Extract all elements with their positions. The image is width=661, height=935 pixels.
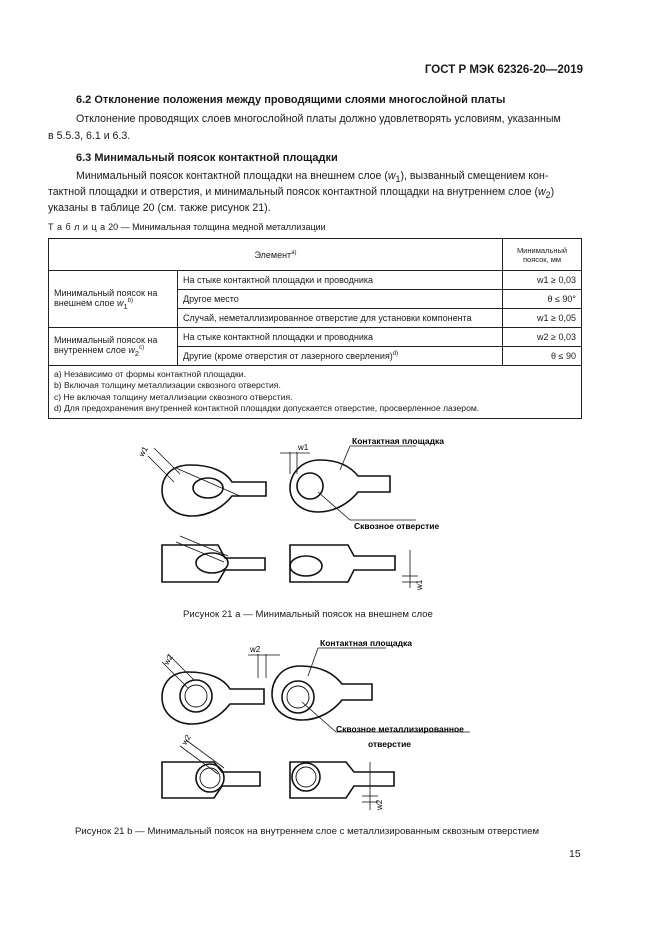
table-value-4: w2 ≥ 0,03 [503,328,582,347]
table-value-2: θ ≤ 90° [503,290,582,309]
label-hole: Сквозное отверстие [354,521,440,531]
hole-top-right [297,473,323,499]
label-w2-left: w2 [161,653,175,667]
table-20 [48,238,582,419]
label-hole-b-line2: отверстие [368,739,412,749]
table-note-b: b) Включая толщину металлизации сквозного отверстия. [54,380,281,391]
figure-21a [136,430,480,600]
table-value-1: w1 ≥ 0,03 [503,271,582,290]
table-group-outer: Минимальный поясок на внешнем слое $w_1^{b)}$ [49,271,178,328]
pad-shape-top-left [162,465,266,516]
label-w2-bottom: w2 [375,799,384,810]
label-hole-b-line1: Сквозное металлизированное [336,724,464,734]
label-w2-top: w2 [250,645,261,654]
document-header: ГОСТ Р МЭК 62326-20—2019 [424,64,583,76]
section-6-3-line3: указаны в таблице 20 (см. также рисунок 21). [48,202,271,214]
table-head-min: Минимальный поясок, мм [503,239,582,271]
table-head-element: Элемент$^{a)}$ [49,239,503,271]
table-row-3: Случай, неметаллизированное отверстие для установки компонента [178,309,503,328]
table-value-5: θ ≤ 90 [503,347,582,366]
hole-bottom-right [290,556,322,576]
table-caption: Т а б л и ц а 20 — Минимальная толщина медной металлизации [48,222,326,232]
section-6-2-text-line2: в 5.5.3, 6.1 и 6.3. [48,130,131,142]
section-6-2-text-line1: Отклонение проводящих слоев многослойной платы должно удовлетворять условиям, указанным [76,113,561,125]
label-pad-b: Контактная площадка [320,638,412,648]
figure-21b-caption: Рисунок 21 b — Минимальный поясок на внутреннем слое с металлизированным сквозным отверстием [75,826,540,837]
table-group-inner: Минимальный поясок на внутреннем слое $w_2^{c)}$ [49,328,178,366]
section-6-3-title: 6.3 Минимальный поясок контактной площадки [76,152,338,164]
table-value-3: w1 ≥ 0,05 [503,309,582,328]
pad-shape-b-top-right [272,666,372,720]
table-notes [49,366,582,419]
label-w2-lower: w2 [179,733,193,747]
table-row-1: На стыке контактной площадки и проводника [178,271,503,290]
table-note-a: a) Независимо от формы контактной площадки. [54,369,246,379]
table-row-4: На стыке контактной площадки и проводника [178,328,503,347]
section-6-3-line1: Минимальный поясок контактной площадки на внешнем слое $(w_1)$, вызванный смещением кон- [76,170,549,185]
table-note-c: c) Не включая толщину металлизации сквозного отверстия. [54,391,293,402]
label-w1-left: w1 [136,444,150,459]
label-w1-bottom: w1 [415,579,424,590]
label-w1-top: w1 [298,443,309,452]
section-6-3-line2: тактной площадки и отверстия, и минимальный поясок контактной площадки на внутреннем слое $(w_2)$ [48,186,555,201]
table-note-d: d) Для предохранения внутренней контактной площадки допускается отверстие, просверленное лазером. [54,403,480,414]
page-number: 15 [569,848,581,860]
figure-21a-caption: Рисунок 21 a — Минимальный поясок на внешнем слое [183,609,433,620]
pad-shape-top-right [290,460,390,512]
label-pad: Контактная площадка [352,436,444,446]
pad-shape-bottom-left [162,545,265,582]
section-6-2-title: 6.2 Отклонение положения между проводящими слоями многослойной платы [76,94,506,106]
table-row-5: Другие (кроме отверстия от лазерного сверления)$^{d)}$ [178,347,503,366]
hole-top-left [193,478,223,498]
pad-shape-b-top-left [162,672,264,724]
figure-21b [140,632,480,817]
hole-bottom-left [196,553,228,573]
table-row-2: Другое место [178,290,503,309]
